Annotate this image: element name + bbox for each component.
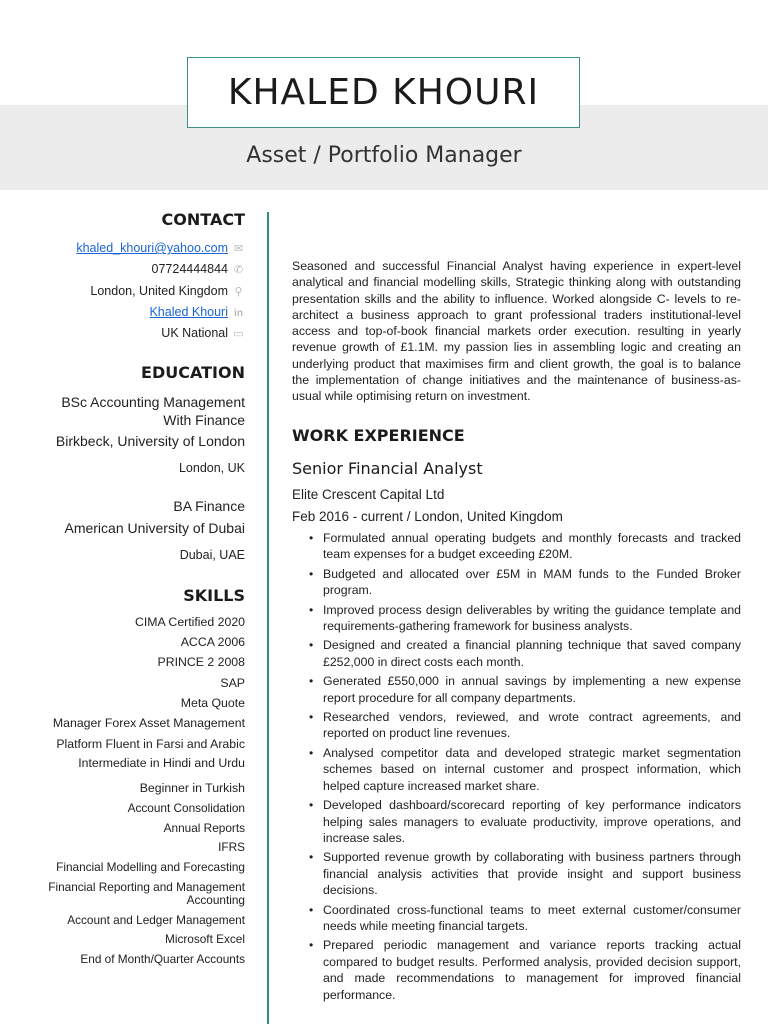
skill-item: Financial Reporting and Management (48, 880, 245, 894)
skill-item: End of Month/Quarter Accounts (80, 952, 245, 966)
phone-icon: ✆ (233, 264, 244, 276)
skill-item: Financial Modelling and Forecasting (56, 860, 245, 874)
list-item: • Analysed competitor data and developed strategic market segmentation schemes based on internal customer and prospect information, which helped capture increased market share. (306, 745, 741, 794)
skill-item: Account and Ledger Management (67, 913, 245, 927)
list-item: • Formulated annual operating budgets and monthly forecasts and tracked team expenses for a budget exceeding £20M. (306, 530, 741, 563)
edu-degree-1-line1: BSc Accounting Management (61, 394, 245, 410)
map-pin-icon: ⚲ (234, 286, 243, 298)
edu-place-2: Dubai, UAE (179, 548, 245, 562)
linkedin-link[interactable]: Khaled Khouri (149, 305, 228, 319)
contact-nationality-row (161, 326, 245, 340)
list-item: • Developed dashboard/scorecard reporting of key performance indicators helping sales managers to evaluate productivity, improve operations, and increase sales. (306, 797, 741, 846)
skill-item: Meta Quote (180, 696, 245, 710)
work-experience-heading: WORK EXPERIENCE (292, 426, 465, 445)
linkedin-icon: in (234, 308, 243, 319)
skill-item: Account Consolidation (127, 801, 245, 815)
edu-school-1: Birkbeck, University of London (55, 433, 245, 449)
skill-item: IFRS (218, 840, 245, 854)
envelope-icon: ✉ (233, 243, 244, 255)
phone-text: 07724444844 (151, 262, 228, 276)
skill-item: Manager Forex Asset Management (52, 716, 245, 730)
contact-email-row (76, 241, 245, 255)
company-name: Elite Crescent Capital Ltd (292, 487, 445, 502)
list-item: • Supported revenue growth by collaborating with business partners through financial analysis activities that provide insight and support business decisions. (306, 849, 741, 898)
skill-item: Accounting (186, 893, 245, 907)
skill-item: Microsoft Excel (165, 932, 245, 946)
job-title-header: Asset / Portfolio Manager (246, 143, 522, 168)
job-dates-location: Feb 2016 - current / London, United Kingdom (292, 509, 563, 524)
contact-location-row (90, 284, 245, 298)
email-link[interactable]: khaled_khouri@yahoo.com (76, 241, 228, 255)
skill-item: Platform Fluent in Farsi and Arabic (56, 737, 245, 751)
skill-item: Beginner in Turkish (139, 781, 245, 795)
contact-linkedin-row (149, 305, 245, 319)
list-item: • Generated £550,000 in annual savings by implementing a new expense report procedure for all company departments. (306, 673, 741, 706)
list-item: • Budgeted and allocated over £5M in MAM funds to the Funded Broker program. (306, 566, 741, 599)
skill-item: Annual Reports (163, 821, 245, 835)
skill-item: Intermediate in Hindi and Urdu (78, 756, 245, 770)
edu-school-2: American University of Dubai (64, 520, 245, 536)
list-item: • Improved process design deliverables by writing the guidance template and requirements-gathering framework for business analysts. (306, 602, 741, 635)
list-item: • Prepared periodic management and variance reports tracking actual compared to budget results. Performed analysis, provided decision support, and made recommendations to management for improved financial performance. (306, 937, 741, 1003)
skills-heading: SKILLS (183, 586, 245, 605)
location-text: London, United Kingdom (90, 284, 228, 298)
skill-item: SAP (220, 676, 245, 690)
edu-degree-1-line2: With Finance (163, 412, 245, 428)
id-card-icon: ▭ (233, 328, 244, 340)
edu-degree-2: BA Finance (173, 498, 245, 514)
skill-item: ACCA 2006 (180, 635, 245, 649)
education-heading: EDUCATION (141, 363, 245, 382)
job-title: Senior Financial Analyst (292, 459, 483, 478)
edu-place-1: London, UK (178, 461, 245, 475)
contact-phone-row (152, 262, 245, 276)
profile-summary: Seasoned and successful Financial Analyst having experience in expert-level analytical and financial modelling skills, Strategic thinking along with outstanding presentation skills and the ability to influence. Worked alongside C- levels to re-architect a business approach to grant professional traders institutional-level access and top-of-book financial markets order execution. resulting in yearly revenue growth of £1.1M. my passion lies in assembling logic and creating an underlying product that maximises firm and client growth, the goal is to balance the implementation of change initiatives and the maintenance of business-as-usual while optimising return on investment. (292, 259, 741, 404)
nationality-text: UK National (161, 326, 228, 340)
list-item: • Researched vendors, reviewed, and wrote contract agreements, and reported on product line revenues. (306, 709, 741, 742)
list-item: • Designed and created a financial planning technique that saved company £252,000 in direct costs each month. (306, 637, 741, 670)
skill-item: CIMA Certified 2020 (134, 615, 245, 629)
skill-item: PRINCE 2 2008 (157, 655, 245, 669)
contact-heading: CONTACT (161, 210, 245, 229)
list-item: • Coordinated cross-functional teams to meet external customer/consumer needs while meeting financial targets. (306, 902, 741, 935)
job-bullets (306, 530, 741, 1006)
column-divider (267, 212, 269, 1024)
candidate-name: KHALED KHOURI (227, 72, 540, 113)
name-box (187, 57, 580, 128)
